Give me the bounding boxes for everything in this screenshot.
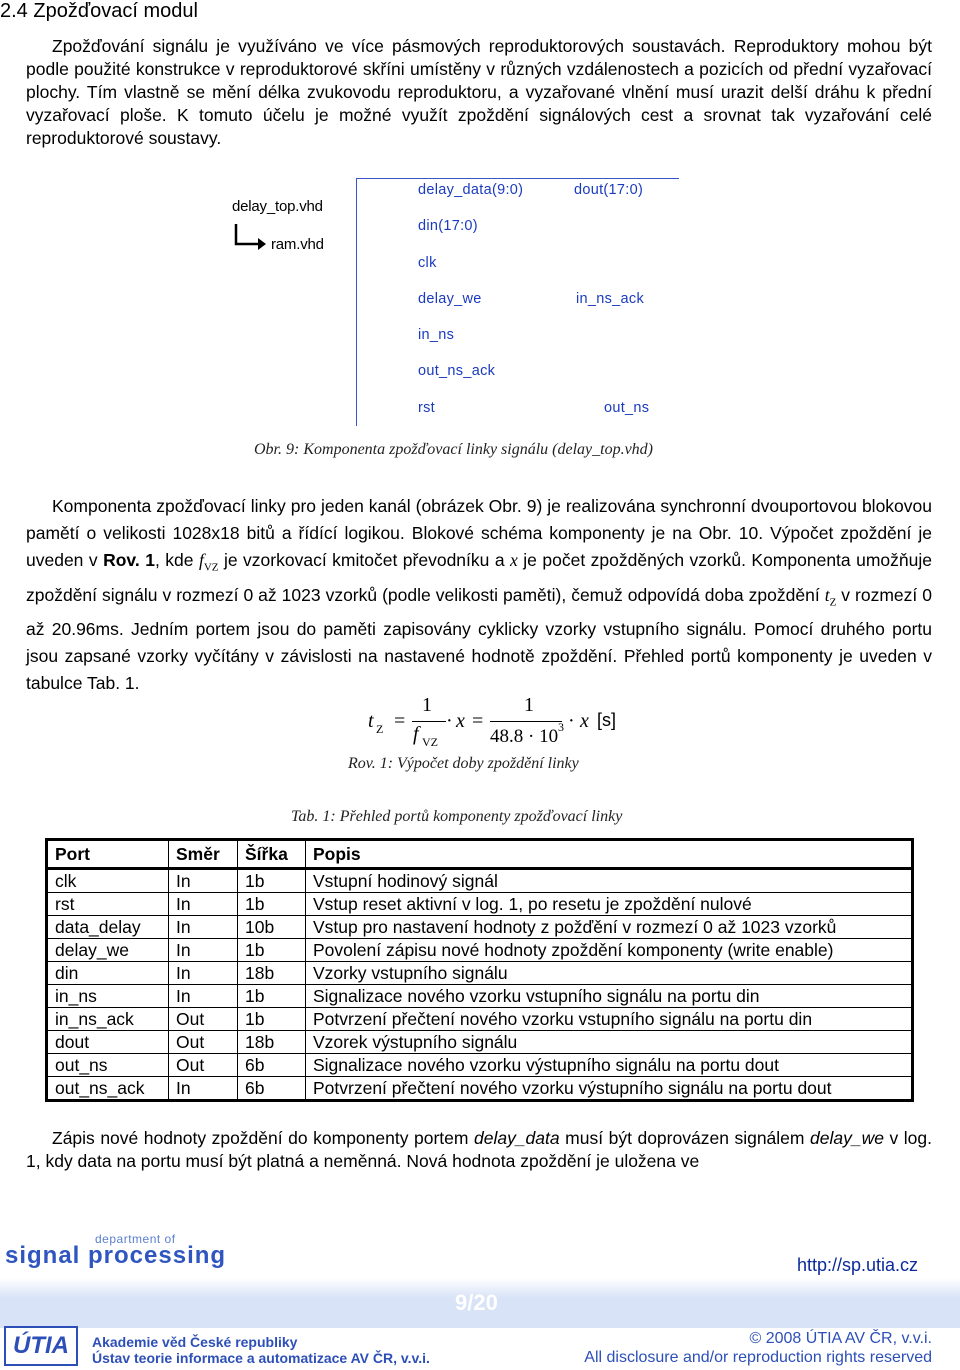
cell-port: out_ns_ack <box>47 1077 169 1101</box>
cell-port: in_ns_ack <box>47 1008 169 1031</box>
hierarchy-arrow-icon <box>232 222 272 252</box>
text-run: , kde <box>154 550 199 570</box>
cell-width: 6b <box>238 1077 306 1101</box>
page-number: 9/20 <box>455 1290 498 1315</box>
cell-direction: Out <box>169 1031 238 1054</box>
cell-description: Povolení zápisu nové hodnoty zpoždění komponenty (write enable) <box>306 939 913 962</box>
cell-description: Vstupní hodinový signál <box>306 869 913 893</box>
cell-width: 10b <box>238 916 306 939</box>
copyright: © 2008 ÚTIA AV ČR, v.v.i. <box>749 1330 932 1347</box>
eq-den-2: 48.8 · 10 <box>490 726 559 747</box>
text-run: v rozmezí 0 až 20.96ms. Jedním portem jsou do paměti zapisovány cyklicky vzorky vstupního signálu. Pomocí druhého portu jsou zapsané vzorky vyčítány v závislosti na nastavené hodnotě zpoždění. Přehled portů komponenty je uveden v tabulce Tab. 1. <box>26 584 932 693</box>
table-row <box>47 1031 913 1054</box>
description-paragraph <box>26 493 932 697</box>
cell-description: Vzorek výstupního signálu <box>306 1031 913 1054</box>
institute-academy: Akademie věd České republiky <box>92 1334 298 1350</box>
equation-caption: Rov. 1: Výpočet doby zpoždění linky <box>348 755 579 772</box>
cell-width: 18b <box>238 1031 306 1054</box>
col-header-width: Šířka <box>238 840 306 869</box>
cell-description: Signalizace nového vzorku výstupního signálu na portu dout <box>306 1054 913 1077</box>
cell-width: 1b <box>238 869 306 893</box>
eq-x-2: x <box>580 710 589 732</box>
table-row <box>47 869 913 893</box>
cell-description: Vstup reset aktivní v log. 1, po resetu je zpoždění nulové <box>306 893 913 916</box>
port-clk: clk <box>418 255 437 271</box>
cell-width: 1b <box>238 1008 306 1031</box>
eq-fraction-bar-1 <box>412 721 446 722</box>
cell-description: Vzorky vstupního signálu <box>306 962 913 985</box>
cell-port: out_ns <box>47 1054 169 1077</box>
port-delay-data: delay_data(9:0) <box>418 182 524 198</box>
cell-description: Potvrzení přečtení nového vzorku výstupního signálu na portu dout <box>306 1077 913 1101</box>
eq-equals-1: = <box>394 710 406 732</box>
cell-port: in_ns <box>47 985 169 1008</box>
cell-description: Signalizace nového vzorku vstupního signálu na portu din <box>306 985 913 1008</box>
table-caption: Tab. 1: Přehled portů komponenty zpožďovací linky <box>291 808 623 825</box>
eq-t-sub: Z <box>376 722 384 736</box>
text-run: Zápis nové hodnoty zpoždění do komponenty portem <box>52 1128 474 1148</box>
cell-description: Potvrzení přečtení nového vzorku vstupního signálu na portu din <box>306 1008 913 1031</box>
symbol-fvz: $f_{VZ}$ <box>198 550 219 574</box>
eq-x-1: x <box>456 710 465 732</box>
ports-table <box>45 838 914 1102</box>
eq-equals-2: = <box>472 710 484 732</box>
cell-port: data_delay <box>47 916 169 939</box>
eq-unit: [s] <box>597 710 617 730</box>
eq-dot-1: · <box>446 710 453 732</box>
intro-paragraph: Zpožďování signálu je využíváno ve více pásmových reproduktorových soustavách. Reproduktory mohou být podle použité konstrukce v reproduktorové skříni umístěny v různých vzdálenostech a pozicích od přední vyzařovací plochy. Tím vlastně se mění délka zvukovodu reproduktoru, a vyzařované vlnění musí urazit delší dráhu k přední vyzařovací ploše. K tomuto účelu je možné využít zpoždění signálových cest a srovnat tak vyzařování celé reproduktorové soustavy. <box>26 36 932 148</box>
port-out-ns-ack: out_ns_ack <box>418 363 496 379</box>
cell-direction: In <box>169 962 238 985</box>
cell-direction: In <box>169 985 238 1008</box>
text-run: Komponenta zpožďovací linky pro jeden kanál (obrázek Obr. 9) je realizována synchronní dvouportovou blokovou pamětí o velikosti 1028x18 bitů a řídící logikou. Blokové schéma komponenty je na Obr. 10. Výpočet zpoždění je uveden v <box>26 496 932 570</box>
equation-reference: Rov. 1 <box>103 550 155 570</box>
table-row <box>47 1008 913 1031</box>
website-link[interactable]: http://sp.utia.cz <box>797 1255 919 1275</box>
component-diagram <box>0 170 960 430</box>
institute-name: Ústav teorie informace a automatizace AV ČR, v.v.i. <box>92 1350 430 1366</box>
port-in-ns-ack: in_ns_ack <box>576 291 644 307</box>
cell-port: din <box>47 962 169 985</box>
utia-logo: ÚTIA <box>4 1326 78 1366</box>
cell-port: delay_we <box>47 939 169 962</box>
table-row <box>47 985 913 1008</box>
cell-direction: In <box>169 1077 238 1101</box>
cell-width: 6b <box>238 1054 306 1077</box>
cell-direction: In <box>169 869 238 893</box>
cell-port: rst <box>47 893 169 916</box>
port-dout: dout(17:0) <box>574 182 644 198</box>
logo-signal-processing: signal processing <box>5 1242 227 1269</box>
cell-direction: In <box>169 916 238 939</box>
text-run: je vzorkovací kmitočet převodníku a <box>218 550 511 570</box>
cell-port: dout <box>47 1031 169 1054</box>
symbol-x: x <box>510 550 518 570</box>
port-name-delay-we: delay_we <box>810 1128 884 1148</box>
eq-t: t <box>368 710 374 732</box>
port-rst: rst <box>418 400 436 416</box>
eq-den-1: f <box>413 723 419 745</box>
table-header-row <box>47 840 913 869</box>
figure-caption: Obr. 9: Komponenta zpožďovací linky signálu (delay_top.vhd) <box>254 441 654 458</box>
logo-department-text: department of <box>95 1232 176 1246</box>
text-run: musí být doprovázen signálem <box>559 1128 811 1148</box>
port-din: din(17:0) <box>418 218 478 234</box>
cell-width: 1b <box>238 985 306 1008</box>
cell-width: 1b <box>238 939 306 962</box>
cell-width: 18b <box>238 962 306 985</box>
cell-width: 1b <box>238 893 306 916</box>
section-heading: 2.4 Zpožďovací modul <box>0 0 198 22</box>
eq-den-2-exp: 3 <box>558 720 564 734</box>
cell-direction: Out <box>169 1054 238 1077</box>
col-header-direction: Směr <box>169 840 238 869</box>
table-row <box>47 916 913 939</box>
port-in-ns: in_ns <box>418 327 455 343</box>
cell-port: clk <box>47 869 169 893</box>
rights-notice: All disclosure and/or reproduction rights reserved <box>584 1349 932 1366</box>
col-header-port: Port <box>47 840 169 869</box>
symbol-tz: $t_Z$ <box>824 584 837 608</box>
col-header-description: Popis <box>306 840 913 869</box>
eq-den-1-sub: VZ <box>422 735 438 749</box>
eq-dot-2: · <box>568 710 575 732</box>
table-row <box>47 962 913 985</box>
page-footer <box>0 1230 960 1370</box>
cell-direction: Out <box>169 1008 238 1031</box>
cell-direction: In <box>169 893 238 916</box>
cell-direction: In <box>169 939 238 962</box>
write-paragraph <box>26 1127 932 1173</box>
text-run: v log. 1, kdy data na portu musí být platná a neměnná. Nová hodnota zpoždění je uložena ve <box>26 1128 932 1171</box>
table-row <box>47 939 913 962</box>
port-out-ns: out_ns <box>604 400 650 416</box>
hierarchy-child-file: ram.vhd <box>271 236 324 253</box>
table-row <box>47 1077 913 1101</box>
delay-equation <box>360 690 660 760</box>
port-name-delay-data: delay_data <box>473 1128 560 1148</box>
eq-fraction-bar-2 <box>490 721 562 722</box>
eq-num-1: 1 <box>422 694 432 716</box>
table-row <box>47 1054 913 1077</box>
table-row <box>47 893 913 916</box>
text-run: je počet zpožděných vzorků. Komponenta umožňuje zpoždění signálu v rozmezí 0 až 1023 vzorků (podle velikosti paměti), čemuž odpovídá doba zpoždění <box>26 550 932 605</box>
eq-num-2: 1 <box>524 694 534 716</box>
cell-description: Vstup pro nastavení hodnoty z požďění v rozmezí 0 až 1023 vzorků <box>306 916 913 939</box>
port-delay-we: delay_we <box>418 291 482 307</box>
hierarchy-top-file: delay_top.vhd <box>232 198 323 215</box>
